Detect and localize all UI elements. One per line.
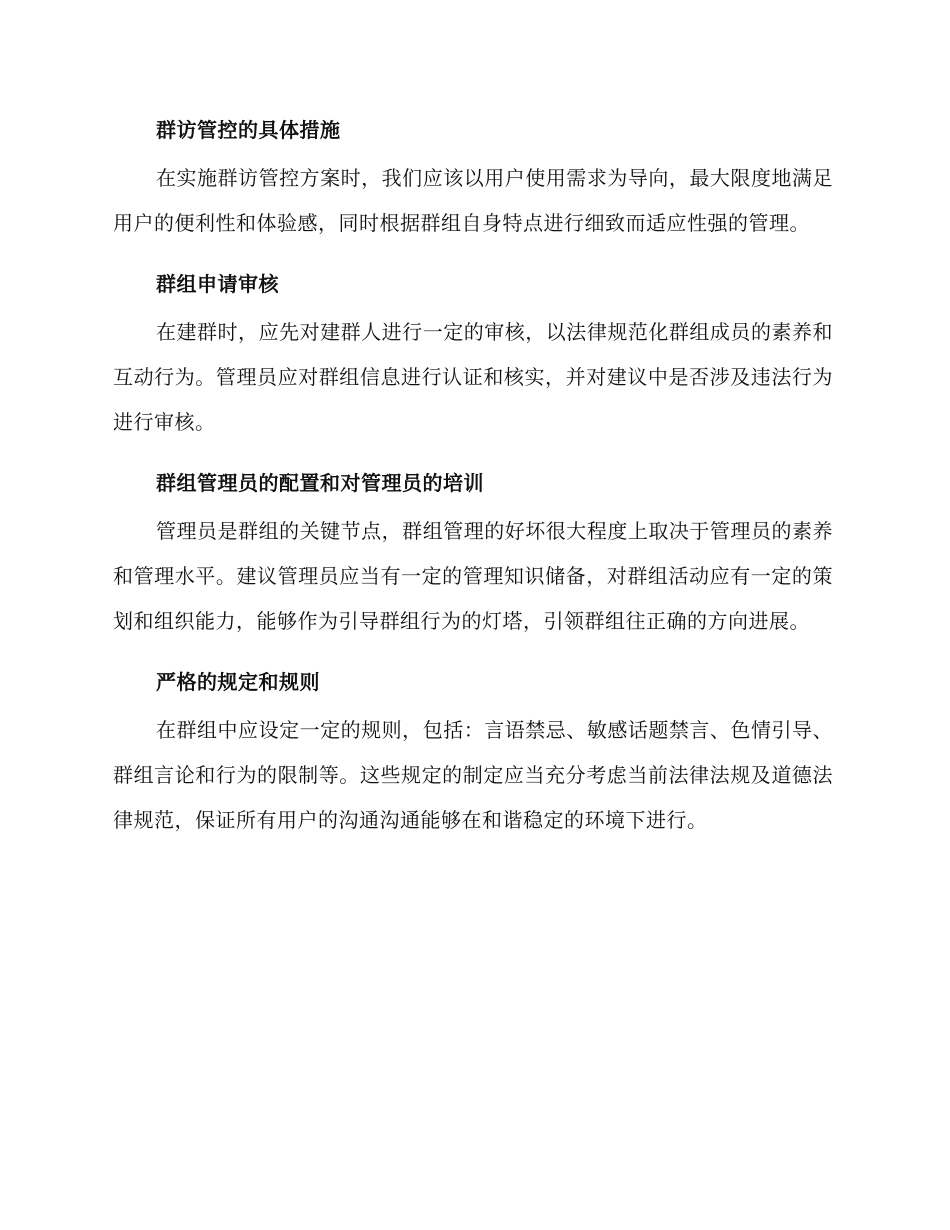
section-group-visit-control [113, 110, 833, 246]
section-strict-rules [113, 662, 833, 843]
section-paragraph: 在群组中应设定一定的规则，包括：言语禁忌、敏感话题禁言、色情引导、群组言论和行为的限制等。这些规定的制定应当充分考虑当前法律法规及道德法律规范，保证所有用户的沟通沟通能够在和谐稳定的环境下进行。 [113, 718, 833, 832]
section-heading: 群组申请审核 [156, 272, 279, 296]
section-paragraph: 在建群时，应先对建群人进行一定的审核，以法律规范化群组成员的素养和互动行为。管理员应对群组信息进行认证和核实，并对建议中是否涉及违法行为进行审核。 [113, 320, 833, 434]
section-heading: 群访管控的具体措施 [156, 118, 341, 142]
section-group-application-review [113, 264, 833, 445]
section-heading: 严格的规定和规则 [156, 670, 320, 694]
document-page [113, 110, 833, 861]
section-paragraph: 管理员是群组的关键节点，群组管理的好坏很大程度上取决于管理员的素养和管理水平。建议管理员应当有一定的管理知识储备，对群组活动应有一定的策划和组织能力，能够作为引导群组行为的灯塔，引领群组往正确的方向进展。 [113, 519, 833, 633]
section-paragraph: 在实施群访管控方案时，我们应该以用户使用需求为导向，最大限度地满足用户的便利性和体验感，同时根据群组自身特点进行细致而适应性强的管理。 [113, 166, 833, 235]
section-admin-configuration-training [113, 463, 833, 644]
section-heading: 群组管理员的配置和对管理员的培训 [156, 471, 484, 495]
